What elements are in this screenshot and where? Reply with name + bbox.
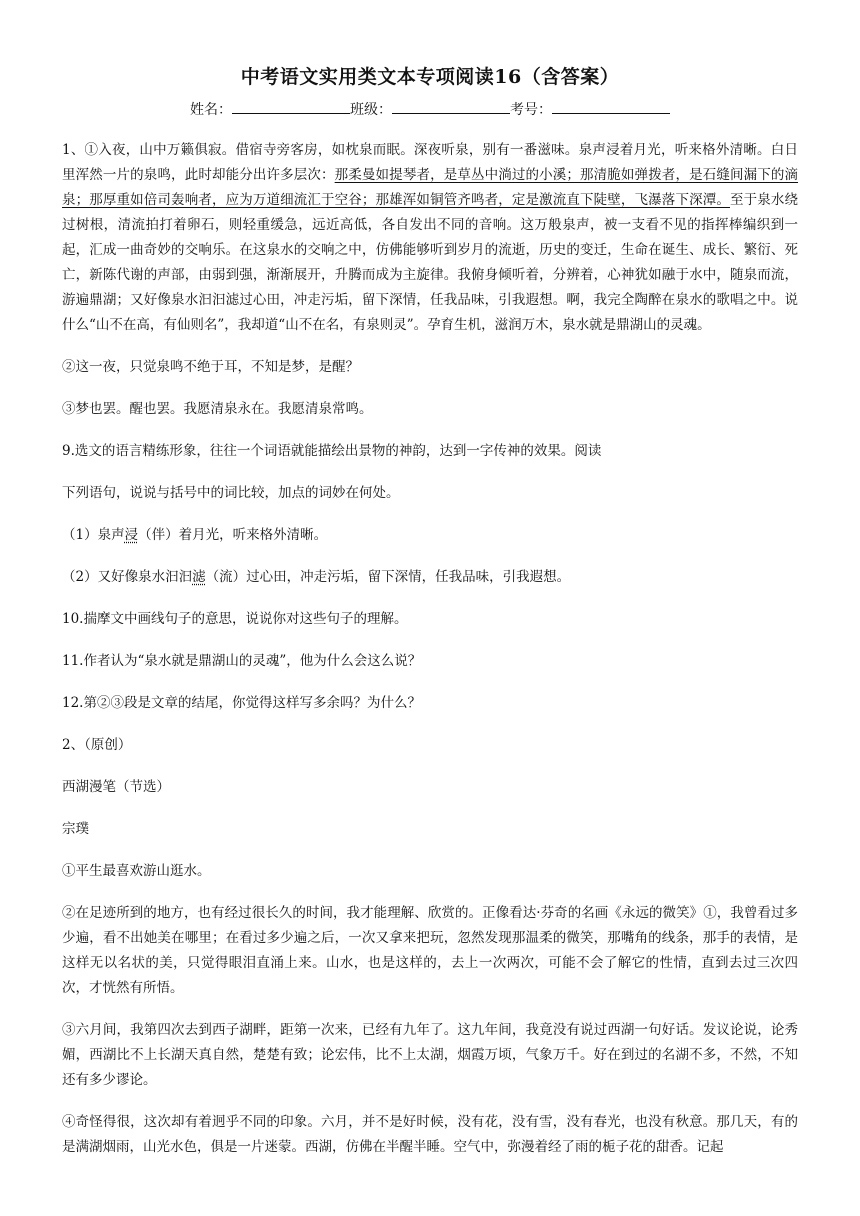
class-label: 班级： <box>350 102 392 118</box>
question-11: 11.作者认为“泉水就是鼎湖山的灵魂”，他为什么会这么说？ <box>62 653 422 669</box>
q2-essay-title: 西湖漫笔（节选） <box>62 779 170 795</box>
q2-paragraph-1: ①平生最喜欢游山逛水。 <box>62 863 211 879</box>
name-label: 姓名： <box>190 102 232 118</box>
class-blank <box>392 100 510 114</box>
q1-p1-text-b: 至于泉水绕过树根，清流拍打着卵石，则轻重缓急，远近高低，各自发出不同的音响。这万般泉声，被一支看不见的指挥棒编织到一起，汇成一曲奇妙的交响乐。在这泉水的交响之中，仿佛能够听到岁月的流逝，历史的变迁，生命在诞生、成长、繁衍、死亡，新陈代谢的声部，由弱到强，渐渐展开，升腾而成为主旋律。我俯身倾听着，分辨着，心神犹如融于水中，随泉而流，游遍鼎湖；又好像泉水汩汩滤过心田，冲走污垢，留下深情，任我品味，引我遐想。啊，我完全陶醉在泉水的歌唱之中。说什么“山不在高，有仙则名”，我却道“山不在名，有泉则灵”。孕育生机，滋润万木，泉水就是鼎湖山的灵魂。 <box>62 192 799 333</box>
document-body <box>62 138 798 1177</box>
q1-paragraph-1 <box>62 138 798 338</box>
q2-header: 2、（原创） <box>62 737 132 753</box>
page-title: 中考语文实用类文本专项阅读16（含答案） <box>240 66 620 88</box>
student-info-line <box>0 99 860 119</box>
q2-paragraph-4: ④奇怪得很，这次却有着迥乎不同的印象。六月，并不是好时候，没有花，没有雪，没有春光，也没有秋意。那几天，有的是满湖烟雨，山光水色，俱是一片迷蒙。西湖，仿佛在半醒半睡。空气中，弥漫着经了雨的栀子花的甜香。记起 <box>62 1114 798 1155</box>
exam-number-blank <box>552 100 670 114</box>
question-9-instruction: 下列语句，说说与括号中的词比较，加点的词妙在何处。 <box>62 485 400 501</box>
question-9-item-2 <box>62 565 798 590</box>
q9-2-dotted-word: 滤 <box>192 569 206 585</box>
q1-p1-text-a: 1、①入夜，山中万籁俱寂。借宿寺旁客房，如枕泉而眠。深夜听泉，别有一番滋味。泉声浸着月光，听来格外清晰。白日里浑然一片的泉鸣，此时却能分出许多层次： <box>62 142 798 183</box>
q1-paragraph-2: ②这一夜，只觉泉鸣不绝于耳，不知是梦，是醒？ <box>62 359 359 375</box>
question-9-item-1 <box>62 523 798 548</box>
question-10: 10.揣摩文中画线句子的意思，说说你对这些句子的理解。 <box>62 611 408 627</box>
q9-1-dotted-word: 浸 <box>124 527 139 543</box>
q9-2-suffix: （流）过心田，冲走污垢，留下深情，任我品味，引我遐想。 <box>205 569 571 585</box>
q2-author: 宗璞 <box>62 821 89 837</box>
question-12: 12.第②③段是文章的结尾，你觉得这样写多余吗？为什么？ <box>62 695 421 711</box>
exam-number-label: 考号： <box>510 102 552 118</box>
q9-1-suffix: （伴）着月光，听来格外清晰。 <box>138 527 328 543</box>
q9-2-prefix: （2）又好像泉水汩汩 <box>62 569 193 585</box>
question-9-intro: 9.选文的语言精练形象，往往一个词语就能描绘出景物的神韵，达到一字传神的效果。阅读 <box>62 443 602 459</box>
name-blank <box>232 100 350 114</box>
q2-paragraph-2: ②在足迹所到的地方，也有经过很长久的时间，我才能理解、欣赏的。正像看达·芬奇的名画《永远的微笑》①，我曾看过多少遍，看不出她美在哪里；在看过多少遍之后，一次又拿来把玩，忽然发现那温柔的微笑，那嘴角的线条，那手的表情，是这样无以名状的美，只觉得眼泪直涌上来。山水，也是这样的，去上一次两次，可能不会了解它的性情，直到去过三次四次，才恍然有所悟。 <box>62 905 798 996</box>
q1-paragraph-3: ③梦也罢。醒也罢。我愿清泉永在。我愿清泉常鸣。 <box>62 401 373 417</box>
q9-1-prefix: （1）泉声 <box>62 527 125 543</box>
q1-underlined-sentence: 那柔曼如提琴者，是草丛中淌过的小溪；那清脆如弹拨者，是石缝间漏下的滴泉；那厚重如倍司轰响者，应为万道细流汇于空谷；那雄浑如铜管齐鸣者，定是激流直下陡壁，飞瀑落下深潭。 <box>62 167 799 208</box>
q2-paragraph-3: ③六月间，我第四次去到西子湖畔，距第一次来，已经有九年了。这九年间，我竟没有说过西湖一句好话。发议论说，论秀媚，西湖比不上长湖天真自然，楚楚有致；论宏伟，比不上太湖，烟霞万顷，气象万千。好在到过的名湖不多，不然，不知还有多少谬论。 <box>62 1022 798 1088</box>
